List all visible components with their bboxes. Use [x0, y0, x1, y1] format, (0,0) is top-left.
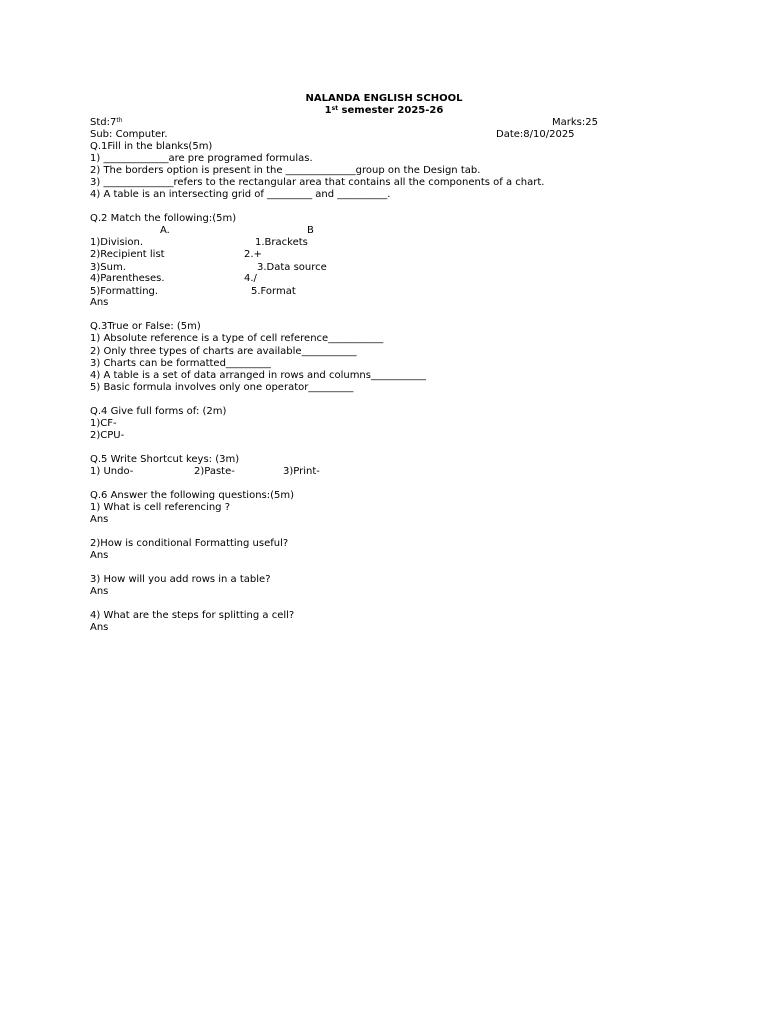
- q5-item: 3)Print-: [283, 466, 320, 477]
- q2-left-item: 3)Sum.: [90, 262, 126, 273]
- semester-text: semester 2025-26: [338, 105, 444, 116]
- q3-item: 2) Only three types of charts are available___________: [90, 346, 357, 357]
- q6-question: 3) How will you add rows in a table?: [90, 574, 271, 585]
- q5-title: Q.5 Write Shortcut keys: (3m): [90, 454, 240, 465]
- q3-item: 4) A table is a set of data arranged in rows and columns___________: [90, 370, 426, 381]
- q1-item: 2) The borders option is present in the ______________group on the Design tab.: [90, 165, 481, 176]
- q2-left-item: 1)Division.: [90, 237, 144, 248]
- date-label: Date:8/10/2025: [496, 129, 575, 140]
- marks-label: Marks:25: [552, 117, 598, 128]
- std-label: [90, 117, 123, 129]
- q3-item: 3) Charts can be formatted_________: [90, 358, 271, 369]
- semester-suffix: st: [331, 105, 339, 112]
- q2-right-item: 5.Format: [251, 286, 296, 297]
- q3-item: 1) Absolute reference is a type of cell reference___________: [90, 333, 384, 344]
- q1-title: Q.1Fill in the blanks(5m): [90, 141, 213, 152]
- q5-item: 2)Paste-: [194, 466, 235, 477]
- std-suffix: th: [116, 117, 123, 124]
- q5-item: 1) Undo-: [90, 466, 134, 477]
- q4-title: Q.4 Give full forms of: (2m): [90, 406, 227, 417]
- q6-answer-label: Ans: [90, 622, 109, 633]
- q2-title: Q.2 Match the following:(5m): [90, 213, 237, 224]
- q2-column-a-header: A.: [160, 225, 170, 236]
- q6-question: 2)How is conditional Formatting useful?: [90, 538, 289, 549]
- subject-label: Sub: Computer.: [90, 129, 168, 140]
- q6-title: Q.6 Answer the following questions:(5m): [90, 490, 295, 501]
- q1-item: 4) A table is an intersecting grid of _________ and __________.: [90, 189, 391, 200]
- q2-answer-label: Ans: [90, 297, 109, 308]
- q6-answer-label: Ans: [90, 514, 109, 525]
- q2-column-b-header: B: [307, 225, 314, 236]
- q2-right-item: 1.Brackets: [255, 237, 308, 248]
- q6-answer-label: Ans: [90, 550, 109, 561]
- q2-right-item: 2.+: [244, 249, 262, 260]
- q2-left-item: 5)Formatting.: [90, 286, 159, 297]
- q1-item: 3) ______________refers to the rectangular area that contains all the components of a chart.: [90, 177, 545, 188]
- semester-title: [0, 105, 768, 117]
- q6-question: 4) What are the steps for splitting a cell?: [90, 610, 295, 621]
- q1-item: 1) _____________are pre programed formulas.: [90, 153, 313, 164]
- q4-item: 2)CPU-: [90, 430, 125, 441]
- q4-item: 1)CF-: [90, 418, 117, 429]
- q6-question: 1) What is cell referencing ?: [90, 502, 230, 513]
- q2-left-item: 4)Parentheses.: [90, 273, 165, 284]
- q2-right-item: 3.Data source: [257, 262, 327, 273]
- q3-item: 5) Basic formula involves only one operator_________: [90, 382, 354, 393]
- semester-number: 1: [324, 105, 332, 116]
- q2-left-item: 2)Recipient list: [90, 249, 165, 260]
- q2-right-item: 4./: [244, 273, 257, 284]
- std-text: Std:7: [90, 117, 117, 128]
- q6-answer-label: Ans: [90, 586, 109, 597]
- school-name: NALANDA ENGLISH SCHOOL: [305, 93, 463, 104]
- q3-title: Q.3True or False: (5m): [90, 321, 201, 332]
